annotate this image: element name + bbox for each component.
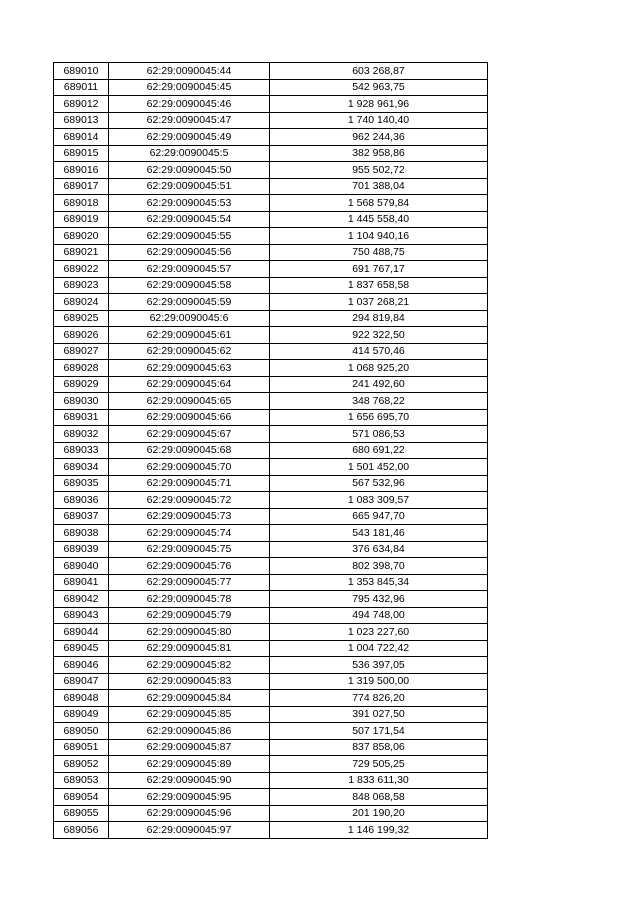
value-cell[interactable]: 802 398,70 bbox=[270, 558, 488, 575]
table-row bbox=[54, 211, 488, 228]
table-row bbox=[54, 96, 488, 113]
row-id-cell[interactable]: 689045 bbox=[54, 640, 109, 657]
table-row bbox=[54, 657, 488, 674]
table-row bbox=[54, 162, 488, 179]
cadastral-number-cell[interactable]: 62:29:0090045:57 bbox=[109, 261, 270, 278]
table-body bbox=[54, 63, 488, 839]
value-cell[interactable]: 494 748,00 bbox=[270, 607, 488, 624]
cadastral-number-cell[interactable]: 62:29:0090045:97 bbox=[109, 822, 270, 839]
value-cell[interactable]: 1 740 140,40 bbox=[270, 112, 488, 129]
value-cell[interactable]: 543 181,46 bbox=[270, 525, 488, 542]
cadastral-number-cell[interactable]: 62:29:0090045:51 bbox=[109, 178, 270, 195]
row-id-cell[interactable]: 689014 bbox=[54, 129, 109, 146]
value-cell[interactable]: 1 319 500,00 bbox=[270, 673, 488, 690]
value-cell[interactable]: 795 432,96 bbox=[270, 591, 488, 608]
value-cell[interactable]: 536 397,05 bbox=[270, 657, 488, 674]
row-id-cell[interactable]: 689039 bbox=[54, 541, 109, 558]
value-cell[interactable]: 1 146 199,32 bbox=[270, 822, 488, 839]
cadastral-number-cell[interactable]: 62:29:0090045:61 bbox=[109, 327, 270, 344]
value-cell[interactable]: 1 023 227,60 bbox=[270, 624, 488, 641]
table-row bbox=[54, 426, 488, 443]
table-row bbox=[54, 310, 488, 327]
row-id-cell[interactable]: 689051 bbox=[54, 739, 109, 756]
data-table bbox=[53, 62, 488, 839]
table-row bbox=[54, 822, 488, 839]
table-row bbox=[54, 756, 488, 773]
row-id-cell[interactable]: 689016 bbox=[54, 162, 109, 179]
cadastral-number-cell[interactable]: 62:29:0090045:6 bbox=[109, 310, 270, 327]
cadastral-number-cell[interactable]: 62:29:0090045:90 bbox=[109, 772, 270, 789]
value-cell[interactable]: 1 083 309,57 bbox=[270, 492, 488, 509]
value-cell[interactable]: 1 004 722,42 bbox=[270, 640, 488, 657]
table-row bbox=[54, 492, 488, 509]
table-row bbox=[54, 261, 488, 278]
cadastral-number-cell[interactable]: 62:29:0090045:95 bbox=[109, 789, 270, 806]
row-id-cell[interactable]: 689044 bbox=[54, 624, 109, 641]
row-id-cell[interactable]: 689048 bbox=[54, 690, 109, 707]
row-id-cell[interactable]: 689025 bbox=[54, 310, 109, 327]
row-id-cell[interactable]: 689017 bbox=[54, 178, 109, 195]
table-row bbox=[54, 508, 488, 525]
value-cell[interactable]: 542 963,75 bbox=[270, 79, 488, 96]
row-id-cell[interactable]: 689027 bbox=[54, 343, 109, 360]
value-cell[interactable]: 391 027,50 bbox=[270, 706, 488, 723]
row-id-cell[interactable]: 689032 bbox=[54, 426, 109, 443]
table-row bbox=[54, 244, 488, 261]
table-row bbox=[54, 178, 488, 195]
value-cell[interactable]: 665 947,70 bbox=[270, 508, 488, 525]
row-id-cell[interactable]: 689054 bbox=[54, 789, 109, 806]
table-row bbox=[54, 772, 488, 789]
table-row bbox=[54, 690, 488, 707]
value-cell[interactable]: 1 068 925,20 bbox=[270, 360, 488, 377]
value-cell[interactable]: 507 171,54 bbox=[270, 723, 488, 740]
cadastral-number-cell[interactable]: 62:29:0090045:58 bbox=[109, 277, 270, 294]
cadastral-number-cell[interactable]: 62:29:0090045:54 bbox=[109, 211, 270, 228]
table-row bbox=[54, 294, 488, 311]
value-cell[interactable]: 1 656 695,70 bbox=[270, 409, 488, 426]
table-row bbox=[54, 739, 488, 756]
value-cell[interactable]: 241 492,60 bbox=[270, 376, 488, 393]
cadastral-number-cell[interactable]: 62:29:0090045:82 bbox=[109, 657, 270, 674]
value-cell[interactable]: 1 445 558,40 bbox=[270, 211, 488, 228]
cadastral-number-cell[interactable]: 62:29:0090045:5 bbox=[109, 145, 270, 162]
table-row bbox=[54, 129, 488, 146]
cadastral-number-cell[interactable]: 62:29:0090045:63 bbox=[109, 360, 270, 377]
cadastral-number-cell[interactable]: 62:29:0090045:66 bbox=[109, 409, 270, 426]
row-id-cell[interactable]: 689035 bbox=[54, 475, 109, 492]
value-cell[interactable]: 750 488,75 bbox=[270, 244, 488, 261]
table-row bbox=[54, 112, 488, 129]
table-row bbox=[54, 475, 488, 492]
row-id-cell[interactable]: 689011 bbox=[54, 79, 109, 96]
table-row bbox=[54, 145, 488, 162]
value-cell[interactable]: 922 322,50 bbox=[270, 327, 488, 344]
value-cell[interactable]: 680 691,22 bbox=[270, 442, 488, 459]
cadastral-number-cell[interactable]: 62:29:0090045:55 bbox=[109, 228, 270, 245]
cadastral-number-cell[interactable]: 62:29:0090045:50 bbox=[109, 162, 270, 179]
spreadsheet-sheet bbox=[53, 62, 487, 839]
cadastral-number-cell[interactable]: 62:29:0090045:96 bbox=[109, 805, 270, 822]
value-cell[interactable]: 294 819,84 bbox=[270, 310, 488, 327]
cadastral-number-cell[interactable]: 62:29:0090045:81 bbox=[109, 640, 270, 657]
cadastral-number-cell[interactable]: 62:29:0090045:67 bbox=[109, 426, 270, 443]
cadastral-number-cell[interactable]: 62:29:0090045:77 bbox=[109, 574, 270, 591]
table-row bbox=[54, 541, 488, 558]
cadastral-number-cell[interactable]: 62:29:0090045:72 bbox=[109, 492, 270, 509]
row-id-cell[interactable]: 689018 bbox=[54, 195, 109, 212]
cadastral-number-cell[interactable]: 62:29:0090045:70 bbox=[109, 459, 270, 476]
table-row bbox=[54, 673, 488, 690]
value-cell[interactable]: 1 037 268,21 bbox=[270, 294, 488, 311]
row-id-cell[interactable]: 689026 bbox=[54, 327, 109, 344]
table-row bbox=[54, 79, 488, 96]
row-id-cell[interactable]: 689040 bbox=[54, 558, 109, 575]
value-cell[interactable]: 1 928 961,96 bbox=[270, 96, 488, 113]
row-id-cell[interactable]: 689015 bbox=[54, 145, 109, 162]
row-id-cell[interactable]: 689029 bbox=[54, 376, 109, 393]
row-id-cell[interactable]: 689042 bbox=[54, 591, 109, 608]
row-id-cell[interactable]: 689049 bbox=[54, 706, 109, 723]
row-id-cell[interactable]: 689043 bbox=[54, 607, 109, 624]
cadastral-number-cell[interactable]: 62:29:0090045:86 bbox=[109, 723, 270, 740]
value-cell[interactable]: 837 858,06 bbox=[270, 739, 488, 756]
row-id-cell[interactable]: 689019 bbox=[54, 211, 109, 228]
cadastral-number-cell[interactable]: 62:29:0090045:89 bbox=[109, 756, 270, 773]
value-cell[interactable]: 1 104 940,16 bbox=[270, 228, 488, 245]
row-id-cell[interactable]: 689034 bbox=[54, 459, 109, 476]
table-row bbox=[54, 442, 488, 459]
table-row bbox=[54, 459, 488, 476]
table-row bbox=[54, 525, 488, 542]
value-cell[interactable]: 962 244,36 bbox=[270, 129, 488, 146]
table-row bbox=[54, 63, 488, 80]
row-id-cell[interactable]: 689056 bbox=[54, 822, 109, 839]
table-row bbox=[54, 343, 488, 360]
value-cell[interactable]: 567 532,96 bbox=[270, 475, 488, 492]
cadastral-number-cell[interactable]: 62:29:0090045:47 bbox=[109, 112, 270, 129]
table-row bbox=[54, 327, 488, 344]
table-row bbox=[54, 195, 488, 212]
table-row bbox=[54, 706, 488, 723]
table-row bbox=[54, 376, 488, 393]
row-id-cell[interactable]: 689047 bbox=[54, 673, 109, 690]
row-id-cell[interactable]: 689030 bbox=[54, 393, 109, 410]
cadastral-number-cell[interactable]: 62:29:0090045:49 bbox=[109, 129, 270, 146]
table-row bbox=[54, 393, 488, 410]
value-cell[interactable]: 414 570,46 bbox=[270, 343, 488, 360]
cadastral-number-cell[interactable]: 62:29:0090045:56 bbox=[109, 244, 270, 261]
cadastral-number-cell[interactable]: 62:29:0090045:83 bbox=[109, 673, 270, 690]
table-row bbox=[54, 607, 488, 624]
value-cell[interactable]: 1 568 579,84 bbox=[270, 195, 488, 212]
value-cell[interactable]: 603 268,87 bbox=[270, 63, 488, 80]
row-id-cell[interactable]: 689033 bbox=[54, 442, 109, 459]
table-row bbox=[54, 591, 488, 608]
value-cell[interactable]: 729 505,25 bbox=[270, 756, 488, 773]
cadastral-number-cell[interactable]: 62:29:0090045:65 bbox=[109, 393, 270, 410]
cadastral-number-cell[interactable]: 62:29:0090045:75 bbox=[109, 541, 270, 558]
cadastral-number-cell[interactable]: 62:29:0090045:80 bbox=[109, 624, 270, 641]
cadastral-number-cell[interactable]: 62:29:0090045:87 bbox=[109, 739, 270, 756]
value-cell[interactable]: 376 634,84 bbox=[270, 541, 488, 558]
table-row bbox=[54, 789, 488, 806]
table-row bbox=[54, 277, 488, 294]
value-cell[interactable]: 348 768,22 bbox=[270, 393, 488, 410]
cadastral-number-cell[interactable]: 62:29:0090045:74 bbox=[109, 525, 270, 542]
cadastral-number-cell[interactable]: 62:29:0090045:62 bbox=[109, 343, 270, 360]
row-id-cell[interactable]: 689038 bbox=[54, 525, 109, 542]
value-cell[interactable]: 1 353 845,34 bbox=[270, 574, 488, 591]
value-cell[interactable]: 1 501 452,00 bbox=[270, 459, 488, 476]
row-id-cell[interactable]: 689020 bbox=[54, 228, 109, 245]
value-cell[interactable]: 848 068,58 bbox=[270, 789, 488, 806]
row-id-cell[interactable]: 689036 bbox=[54, 492, 109, 509]
row-id-cell[interactable]: 689024 bbox=[54, 294, 109, 311]
row-id-cell[interactable]: 689021 bbox=[54, 244, 109, 261]
row-id-cell[interactable]: 689022 bbox=[54, 261, 109, 278]
row-id-cell[interactable]: 689028 bbox=[54, 360, 109, 377]
value-cell[interactable]: 571 086,53 bbox=[270, 426, 488, 443]
table-row bbox=[54, 805, 488, 822]
table-row bbox=[54, 624, 488, 641]
cadastral-number-cell[interactable]: 62:29:0090045:79 bbox=[109, 607, 270, 624]
cadastral-number-cell[interactable]: 62:29:0090045:71 bbox=[109, 475, 270, 492]
row-id-cell[interactable]: 689013 bbox=[54, 112, 109, 129]
row-id-cell[interactable]: 689046 bbox=[54, 657, 109, 674]
row-id-cell[interactable]: 689023 bbox=[54, 277, 109, 294]
table-row bbox=[54, 640, 488, 657]
row-id-cell[interactable]: 689050 bbox=[54, 723, 109, 740]
cadastral-number-cell[interactable]: 62:29:0090045:68 bbox=[109, 442, 270, 459]
cadastral-number-cell[interactable]: 62:29:0090045:46 bbox=[109, 96, 270, 113]
cadastral-number-cell[interactable]: 62:29:0090045:84 bbox=[109, 690, 270, 707]
value-cell[interactable]: 1 837 658,58 bbox=[270, 277, 488, 294]
value-cell[interactable]: 201 190,20 bbox=[270, 805, 488, 822]
table-row bbox=[54, 558, 488, 575]
value-cell[interactable]: 955 502,72 bbox=[270, 162, 488, 179]
value-cell[interactable]: 774 826,20 bbox=[270, 690, 488, 707]
value-cell[interactable]: 701 388,04 bbox=[270, 178, 488, 195]
row-id-cell[interactable]: 689055 bbox=[54, 805, 109, 822]
cadastral-number-cell[interactable]: 62:29:0090045:64 bbox=[109, 376, 270, 393]
cadastral-number-cell[interactable]: 62:29:0090045:78 bbox=[109, 591, 270, 608]
value-cell[interactable]: 691 767,17 bbox=[270, 261, 488, 278]
row-id-cell[interactable]: 689052 bbox=[54, 756, 109, 773]
cadastral-number-cell[interactable]: 62:29:0090045:44 bbox=[109, 63, 270, 80]
table-row bbox=[54, 723, 488, 740]
cadastral-number-cell[interactable]: 62:29:0090045:73 bbox=[109, 508, 270, 525]
value-cell[interactable]: 382 958,86 bbox=[270, 145, 488, 162]
row-id-cell[interactable]: 689037 bbox=[54, 508, 109, 525]
cadastral-number-cell[interactable]: 62:29:0090045:76 bbox=[109, 558, 270, 575]
cadastral-number-cell[interactable]: 62:29:0090045:53 bbox=[109, 195, 270, 212]
row-id-cell[interactable]: 689041 bbox=[54, 574, 109, 591]
value-cell[interactable]: 1 833 611,30 bbox=[270, 772, 488, 789]
row-id-cell[interactable]: 689031 bbox=[54, 409, 109, 426]
row-id-cell[interactable]: 689012 bbox=[54, 96, 109, 113]
cadastral-number-cell[interactable]: 62:29:0090045:45 bbox=[109, 79, 270, 96]
table-row bbox=[54, 360, 488, 377]
cadastral-number-cell[interactable]: 62:29:0090045:85 bbox=[109, 706, 270, 723]
cadastral-number-cell[interactable]: 62:29:0090045:59 bbox=[109, 294, 270, 311]
table-row bbox=[54, 228, 488, 245]
table-row bbox=[54, 409, 488, 426]
table-row bbox=[54, 574, 488, 591]
row-id-cell[interactable]: 689010 bbox=[54, 63, 109, 80]
row-id-cell[interactable]: 689053 bbox=[54, 772, 109, 789]
